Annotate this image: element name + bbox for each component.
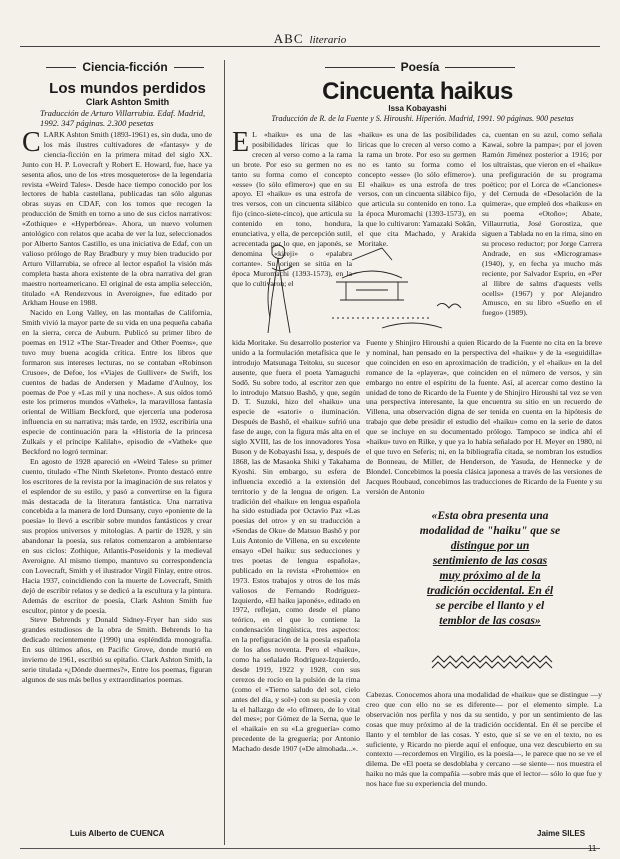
dropcap: E xyxy=(232,127,250,158)
haiku-column-5: Fuente y Shinjiro Hiroushi a quien Ricardo de la Fuente no cita en la breve y nominal, han pensado en la perspectiva del «haiku» y de la «seguidilla» que coinciden en eso en aproximación de tradición, y el «haiku» en la del romance de la «playera», que coinciden en el número de versos, y sin embargo no entre el espíritu de la fuente. Así, al acercar como destino la unidad de tono de Ricardo de la Fuente y de Shinjiro Hiroushi tal vez se ven una perspectiva interesante, la que encuentra su sitio en un recuerdo de Villena, una observación digna de ser tenida en cuenta en la hipótesis de trabajo que debe presidir el estudio del «haiku» como en la serie de datos que se incluye en su documentado prólogo. Tampoco se indica ahí el «haiku» tuvo en Rilke, y que ya lo había señalado por H. Meyer en 1980, ni el que tuvo en Seferis; ni, en la bibliografía citada, se nombran los estudios de Bonneau, de Miller, de Henderson, de Yasuda, de Hennecke y de Blondel. Concebimos la poesía clásica japonesa a través de las versiones de Jacques Roubaud, concebimos las traducciones de Ricardo de la Fuente y su versión de Antonio xyxy=(366,338,602,496)
publication-section: literario xyxy=(309,34,347,46)
left-article-title: Los mundos perdidos xyxy=(49,80,206,97)
dropcap: C xyxy=(22,127,41,158)
publication-brand: ABC xyxy=(273,31,304,46)
right-article-author: Issa Kobayashi xyxy=(388,104,447,113)
left-signature: Luis Alberto de CUENCA xyxy=(70,829,165,838)
haiku-column-3: ca, cuentan en su azul, como señala Kawai, sobre la pampa»; por el joven Ramón Jiménez posterior a 1916; por los ultraístas, que vieron en el «haiku» una prefiguración de su programa poético; por el Lorca de «Canciones» y del Cernuda de «Desolación de la quimera», que empleó dos «haikus» en su poema «Otoño»; Abate, Villaurrutia, José Gorostiza, que siguen a Tablada no en la rima, sino en su proceso reductor; por Jorge Carrera Andrade, en sus «Microgramas» (1940), y, en fecha ya mucho más reciente, por Salvador Espriu, en «Per al llibre de salms d'aquests vells ocells» (1967) y por Alejandro Amusco, en su libro «Sueño en el fuego» (1989). xyxy=(482,130,602,318)
left-article-author: Clark Ashton Smith xyxy=(85,97,170,107)
paragraph: Nacido en Long Valley, en las montañas de California, Smith vivió la mayor parte de su vida en una pequeña cabaña en la sierra, cerca de Auburn. Publicó su primer libro de poemas en 1912 «The Star-Treader and Other Poems», que tuvo muy buena acogida crítica. Entre los libros que formaron sus intereses lecturas, no se contaban «Robinson Crusoe», de Defoe, los «Viajes de Gulliver» de Swift, los cuentos de hadas de Andersen y Madame d'Aulnoy, los poemas de Poe y «Las mil y una noches». A sus oídos tomó este los primeros mundos «Vathek», la maravillosa fantasía oriental de William Beckford, que ejercería una poderosa influencia en su narrativa; más tarde, en 1932, escribiría una especie de continuación para la «Historia de la princesa Zulkaïs y el príncipe Kalilah», episodio de «Vathek» que Beckford no logró terminar. xyxy=(22,308,212,456)
right-signature: Jaime SILES xyxy=(537,829,586,838)
right-article-credit: Traducción de R. de la Fuente y S. Hiroushi. Hiperión. Madrid, 1991. 90 páginas. 900 pesetas xyxy=(271,114,574,123)
page-header xyxy=(20,30,600,47)
haiku-column-2: «haiku» es una de las posibilidades líricas que lo crecen al verso como a la rama un brote. Por eso su germen no es tanto su forma como el concepto «esse» (lo sólo efímero»). El «haiku» es una estrofa de tres versos, con un cincuenta silábico fijo, que articula su contenido en tono. La la época Muromachi (1393-1573), en la que lo cultivaron: Yamazaki Sokān, el que cita Machado, y Arakida Moritake. xyxy=(358,130,476,248)
right-section-label: Poesía xyxy=(300,60,540,74)
footer-rule xyxy=(20,848,600,849)
left-article-body: CLARK Ashton Smith (1893-1961) es, sin duda, uno de los más ilustres cultivadores de «fantasy» y de ciencia-ficción en la primera mitad del siglo XX. Junto con H. P. Lovecraft y Robert E. Howard, fue, hace ya sesenta años, uno de los «tres mosqueteros» de la legendaria revista «Weird Tales». Desde hace tiempo conocido por los lectores de habla castellana, publicadas tan sólo algunas obras suyas en CDAF, con los tomos que recogen la producción de Smith en torno a uno de sus ciclos narrativos: «Zothique» e «Hyperbórea». Ahora, un nuevo volumen antológico con relatos que acaba de ver la luz, seleccionados por Alberto Santos Castillo, es una iniciativa de Edaf, con un valioso prólogo de Ray Bradbury y muy bien traducido por Arturo Villarrubia, se ofrece al lector español la visión más completa hasta ahora existente de la obra narrativa del gran maestro norteamericano. El original de esta amplia selección, titulado «A Rendezvous in Averoigne», fue editado por Arkham House en 1988. Nacido en Long Valley, en las montañas de California, Smith vivió la mayor parte de su vida en una pequeña cabaña en la sierra, cerca de Auburn. Publicó su primer libro de poemas en 1912 «The Star-Treader and Other Poems», que tuvo muy buena acogida crítica. Entre los libros que formaron sus intereses lecturas, no se contaban «Robinson Crusoe», de Defoe, los «Viajes de Gulliver» de Swift, los cuentos de hadas de Andersen y Madame d'Aulnoy, los poemas de Poe y «Las mil y una noches». A sus oídos tomó este los primeros mundos «Vathek», la maravillosa fantasía oriental de William Beckford, que ejercería una poderosa influencia en su narrativa; más tarde, en 1932, escribiría una especie de continuación para la «Historia de la princesa Zulkaïs y el príncipe Kalilah», episodio de «Vathek» que Beckford no logró terminar. En agosto de 1928 apareció en «Weird Tales» su primer cuento, titulado «The Ninth Skeleton». Pronto destacó entre los escritores de la revista por la imaginación de sus relatos y el esplendor de su estilo, y pasó a convertirse en la figura más destacada de la literatura fantástica. Una narrativa concebida a la manera de lord Dunsany, cuyo «poniente de la poesía» lo llevó a escribir sobre mundos fantásticos y crear sus propios universos y mitologías. A partir de 1928, y sin abandonar la poesía, sus relatos comenzaron a ambientarse en sus ciclos: Zothique, Atlantis-Poseidonis y la medieval Averoigne. Al mismo tiempo, mantuvo su correspondencia con Lovecraft, Smith y el ilustrador Virgil Finlay, entre otros. Hacia 1937, coincidiendo con la muerte de Lovecraft, Smith dejó de escribir relatos y se dedicó a la escultura y la pintura. Además de escritor de poesía, Clark Ashton Smith fue escultor, pintor y de poesía. Steve Behrends y Donald Sidney-Fryer han sido sus grandes estudiosos de la obra de Smith. Behrends lo ha dedicado recientemente (1990) una espléndida monografía. En sus últimos años, en Pacific Grove, donde murió en invierno de 1961, escribió su epitafio. Clark Ashton Smith, la serie titulada «¿Dónde duermes?», Entre los poemas, figuran algunos de sus más bellos y extraordinarios poemas. xyxy=(22,127,212,684)
column-divider xyxy=(224,60,225,845)
paragraph: En agosto de 1928 apareció en «Weird Tales» su primer cuento, titulado «The Ninth Skeleton». Pronto destacó entre los escritores de la revista por la imaginación de sus relatos y el esplendor de su estilo, y pasó a convertirse en la figura más destacada de la literatura fantástica. Una narrativa concebida a la manera de lord Dunsany, cuyo «poniente de la poesía» lo llevó a escribir sobre mundos fantásticos y crear sus propios universos y mitologías. A partir de 1928, y sin abandonar la poesía, sus relatos comenzaron a ambientarse en sus ciclos: Zothique, Atlantis-Poseidonis y la medieval Averoigne. Al mismo tiempo, mantuvo su correspondencia con Lovecraft, Smith y el ilustrador Virgil Finlay, entre otros. Hacia 1937, coincidiendo con la muerte de Lovecraft, Smith dejó de escribir relatos y se dedicó a la escultura y la pintura. Además de escritor de poesía, Clark Ashton Smith fue escultor, pintor y de poesía. xyxy=(22,456,212,615)
left-article-credit: Traducción de Arturo Villarrubia. Edaf. Madrid, 1992. 347 páginas. 2.300 pesetas xyxy=(40,108,206,128)
left-section-label: Ciencia-ficción xyxy=(30,60,220,74)
haiku-column-1: E L «haiku» es una de las posibilidades líricas que lo crecen al verso como a la rama un brote. Por eso su germen no es tanto su forma como el concepto «esse» (lo sólo efímero») que en su apoyo. El «haiku» es una estrofa de tres versos, con un cincuenta silábico fijo (cinco-siete-cinco), que articula su contenido en tono, hondura, enunciativa, y ella, de percepción sutil, acrecentada por lo que, en japonés, se denomina «kireji» o «palabra cortante». Su origen se sitúa en la época Muromachi (1393-1573), en la que lo cultivaron; el xyxy=(232,127,352,288)
pull-quote: «Esta obra presenta una modalidad de "haiku" que se distingue por un sentimiento de las cosas muy próximo al de la tradición occidental. En él se percibe el llanto y el temblor de las cosas» xyxy=(419,509,561,627)
paragraph: Steve Behrends y Donald Sidney-Fryer han sido sus grandes estudiosos de la obra de Smith. Behrends lo ha dedicado recientemente (1990) una espléndida monografía. En sus últimos años, en Pacific Grove, donde murió en invierno de 1961, escribió su epitafio. Clark Ashton Smith, la serie titulada «¿Dónde duermes?», Entre los poemas, figuran algunos de sus más bellos y extraordinarios poemas. xyxy=(22,615,212,684)
decorative-pattern xyxy=(432,655,552,669)
right-article-title: Cincuenta haikus xyxy=(322,78,513,105)
haiku-column-6: Cabezas. Conocemos ahora una modalidad de «haiku» que se distingue —y creo que con ello no se es diferente— por el elemento simple. La observación nos perfila y nos da su sentido, y por un sentimiento de las cosas que muy próximo al de la tradición occidental. En él se percibe el llanto y el temblor de las cosas. Y esto, que sí se ve en el texto, no es suficiente, y Ricardo no pierde aquí el enfoque, una vez descubierto en su contexto —recordemos en Virgilio, es la poesía—, le parece que no se ve el dilema. De «El poeta se desdoblaba y cercano —se siente— nos muestra el haiku no más que la compañía —sobre más que el lector— sólo lo que fue y nos hace fue su experiencia del mundo. xyxy=(366,690,602,789)
pavilion-figure-illustration xyxy=(232,238,482,336)
page-number: 11 xyxy=(588,844,597,853)
haiku-column-4: kida Moritake. Su desarrollo posterior va unido a la formulación metafísica que le introdujo Matsunaga Teitoku, su sucesor ausente, que fuera el poeta Yamaguchi Sodō. Su sobre todo, al escritor zen que lo introdujo Matsuo Bashō, y que, según D. T. Suzuki, hizo del «haiku» una especie de «satori» o iluminación. Después de Bashō, el «haiku» sufrió una fase de auge, con la figura más alta en el siglo XVIII, las de los innovadores Yosa Buson y de Kobayashi Issa, y, después de 1868, las de Masaoka Shiki y Takahama Kyoshi. Sin embargo, su esfera de influencia excedió a la extensión del territorio y de la lengua de origen. La tradición del «haiku» en lengua española ha sido estudiada por Octavio Paz «Las poesías del otro» y en su traducción a «Sendas de Oku» de Matsuo Bashō y por Luis Antonio de Villena, en su excelente ensayo «Del haiku: sus seducciones y tres poetas de lengua española», publicado en la revista «Prohemio» en 1973. Estos trabajos y otros de los más valiosos de Fernando Rodríguez-Izquierdo, «El haiku japonés», editado en 1972, reflejan, como desde el plano teórico, en el que lo contiene la condensación lingüística, tres aspectos: en la prefiguración de la poesía española de los años noventa. Pero el «haiku», como ha señalado Rodríguez-Izquierdo, desde 1919, 1922 y 1928, con sus cerezos de rocío en la pulsión de la rima (como el «Tierno saludo del sol, cielo antes del día, y sol») con su poesía y con la el hallazgo de «lo efímero, de lo vital del mes»; por Gómez de la Serna, que le el «haikai» en su «La greguería» como precedente de la greguería; por Antonio Machado desde 1907 («De almohada...». xyxy=(232,338,360,754)
